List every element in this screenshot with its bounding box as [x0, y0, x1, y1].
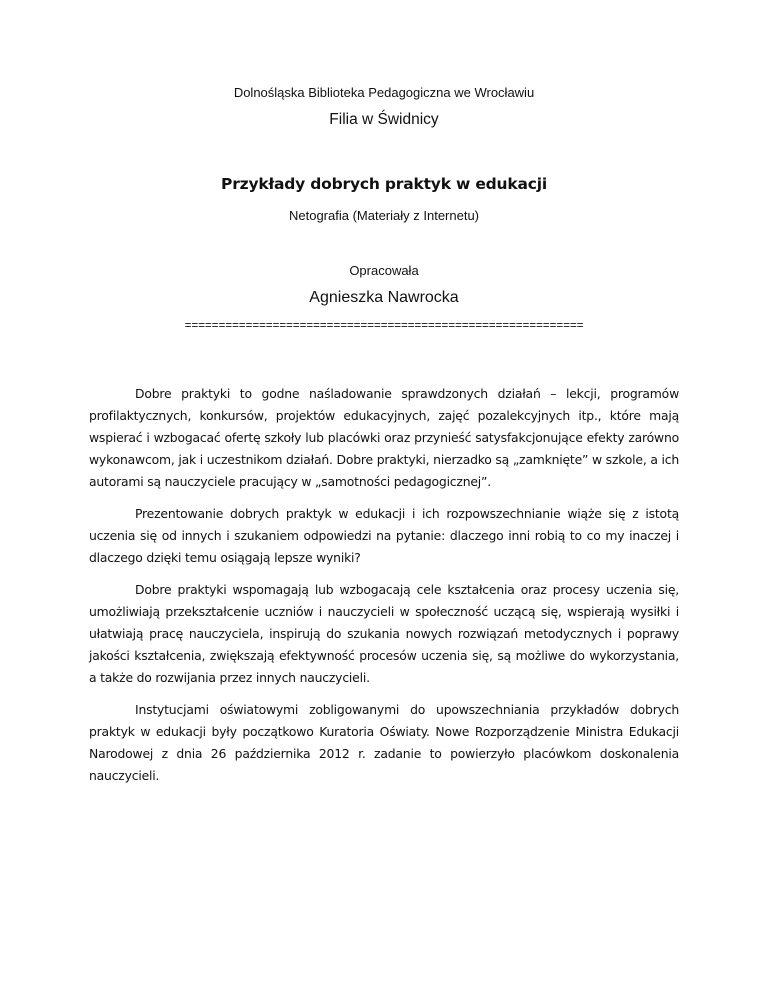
paragraph-4: Instytucjami oświatowymi zobligowanymi do upowszechniania przykładów dobrych praktyk w edukacji były początkowo Kuratoria Oświaty. Nowe Rozporządzenie Ministra Edukacji Narodowej z dnia 26 października 2012 r. zadanie to powierzyło placówkom doskonalenia nauczycieli.	[89, 702, 679, 783]
branch-name: Filia w Świdnicy	[329, 111, 439, 128]
separator-line: ===========================================================	[184, 320, 584, 333]
institution-name: Dolnośląska Biblioteka Pedagogiczna we Wrocławiu	[233, 85, 535, 100]
document-title: Przykłady dobrych praktyk w edukacji	[221, 175, 547, 193]
document-subtitle: Netografia (Materiały z Internetu)	[288, 208, 480, 223]
paragraph-1: Dobre praktyki to godne naśladowanie sprawdzonych działań – lekcji, programów profilaktycznych, konkursów, projektów edukacyjnych, zajęć pozalekcyjnych itp., które mają wspierać i wzbogacać ofertę szkoły lub placówki oraz przynieść satysfakcjonujące efekty zarówno wykonawcom, jak i uczestnikom działań. Dobre praktyki, nierzadko są „zamknięte” w szkole, a ich autorami są nauczyciele pracujący w „samotności pedagogicznej”.	[89, 386, 679, 489]
author-name: Agnieszka Nawrocka	[309, 289, 459, 306]
paragraph-3: Dobre praktyki wspomagają lub wzbogacają cele kształcenia oraz procesy uczenia się, umożliwiają przekształcenie uczniów i nauczycieli w społeczność uczącą się, wspierają wysiłki i ułatwiają pracę nauczyciela, inspirują do szukania nowych rozwiązań metodycznych i poprawy jakości kształcenia, zwiększają efektywność procesów uczenia się, są możliwe do wykorzystania, a także do rozwijania przez innych nauczycieli.	[89, 582, 679, 685]
paragraph-2: Prezentowanie dobrych praktyk w edukacji i ich rozpowszechnianie wiąże się z istotą uczenia się od innych i szukaniem odpowiedzi na pytanie: dlaczego inni robią to co my inaczej i dlaczego dzięki temu osiągają lepsze wyniki?	[89, 506, 679, 565]
body-text	[89, 383, 679, 797]
prepared-by-label: Opracowała	[349, 263, 419, 278]
